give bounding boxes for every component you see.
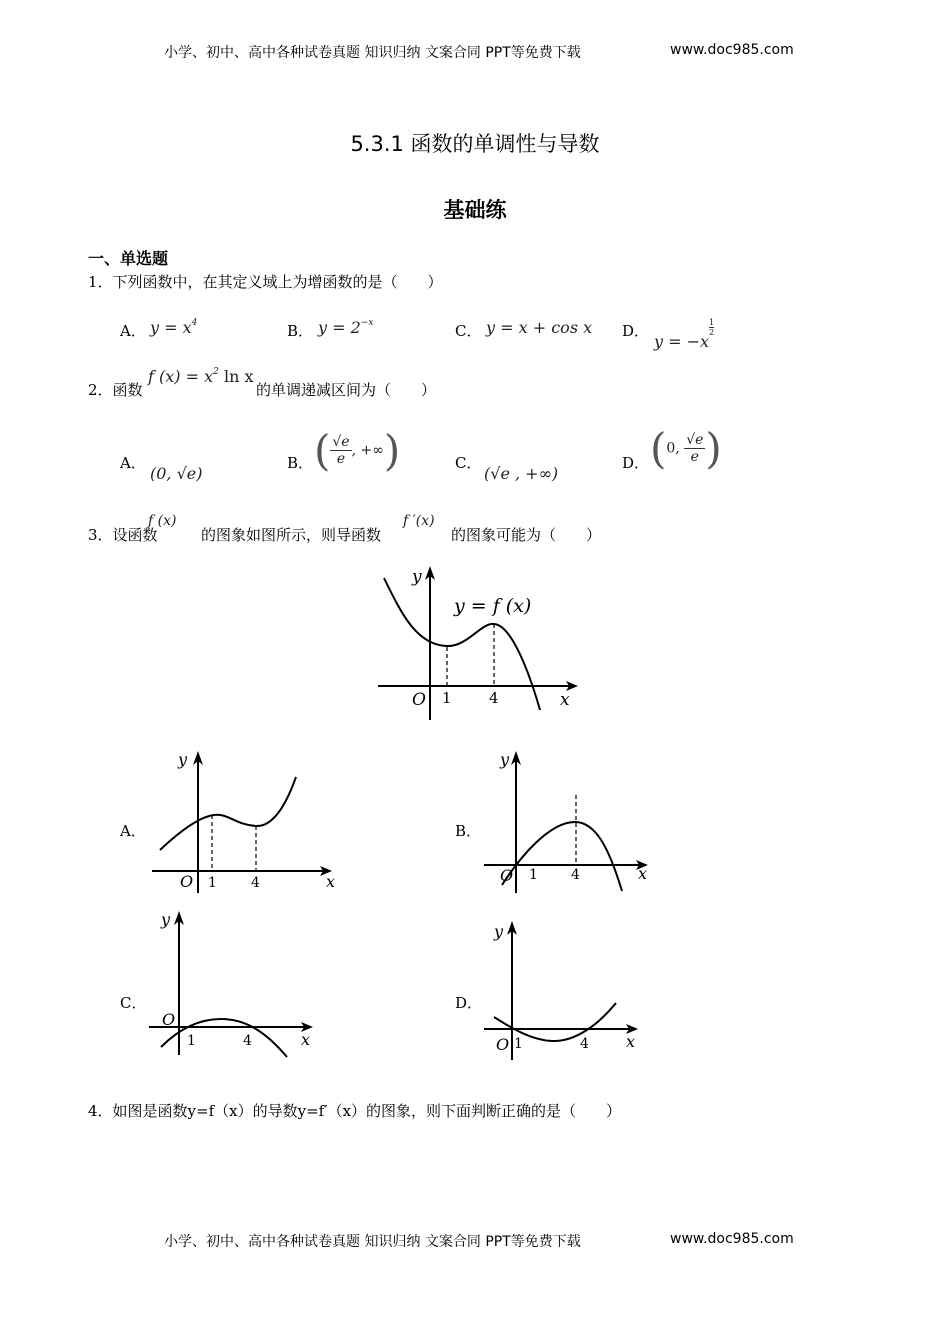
tick-label-4: 4	[489, 689, 499, 707]
c-axis-label-y: y	[161, 910, 171, 929]
question-1-stem: 1．下列函数中，在其定义域上为增函数的是（ ）	[88, 273, 443, 291]
q1-option-d-label: D．	[622, 322, 650, 340]
q2-option-c-math: (√e , +∞)	[484, 464, 559, 483]
q2-d-left-paren: (	[650, 424, 667, 473]
b-curve	[502, 822, 622, 891]
b-tick-1: 1	[529, 867, 538, 883]
b-tick-4: 4	[571, 867, 580, 883]
q2-d-numerator: √e	[686, 432, 704, 448]
page-subtitle: 基础练	[443, 198, 507, 222]
q2-option-c-label: C．	[455, 454, 482, 472]
origin-label: O	[412, 690, 426, 710]
q3-option-a-label: A．	[120, 822, 146, 840]
q1-b-base: y = 2	[318, 318, 361, 337]
q3-stem-pre: 3．设函数	[88, 526, 158, 544]
q3-option-c-graph	[145, 905, 325, 1060]
page-title: 5.3.1 函数的单调性与导数	[350, 132, 600, 156]
a-origin-label: O	[180, 872, 194, 891]
q1-d-base: y = −x	[654, 332, 710, 351]
q3-option-d-graph	[480, 915, 660, 1065]
section-heading: 一、单选题	[88, 249, 169, 268]
q2-b-right-paren: )	[383, 426, 401, 475]
q2-b-denominator: e	[336, 451, 346, 467]
q1-option-a-label: A．	[120, 322, 146, 340]
q2-option-a-label: A．	[120, 454, 146, 472]
a-axis-label-x: x	[326, 872, 336, 891]
q2-option-b-label: B．	[287, 454, 314, 472]
q3-option-c-label: C．	[120, 994, 147, 1012]
c-axis-label-x: x	[301, 1030, 311, 1049]
b-axis-label-x: x	[638, 864, 648, 883]
a-tick-4: 4	[251, 875, 260, 891]
q2-func-exponent: 2	[213, 367, 219, 377]
b-axis-label-y: y	[500, 750, 510, 769]
q3-fpx: f ′(x)	[403, 513, 435, 529]
page-footer	[164, 1231, 581, 1251]
q1-option-c-label: C．	[455, 322, 482, 340]
d-origin-label: O	[496, 1035, 510, 1054]
q3-option-a-graph	[148, 745, 343, 895]
q1-a-exponent: 4	[191, 318, 198, 328]
tick-label-1: 1	[442, 689, 452, 707]
q1-option-a-math	[150, 318, 197, 337]
d-axis-label-x: x	[626, 1032, 636, 1051]
q1-option-d-math	[654, 318, 714, 351]
a-tick-1: 1	[208, 875, 217, 891]
q2-b-numerator: √e	[332, 434, 350, 450]
q2-stem-pre: 2．函数	[88, 381, 143, 399]
q2-func-base: f (x) = x	[148, 367, 214, 386]
q1-option-b-math	[318, 318, 373, 337]
q3-stem-mid: 的图象如图所示，则导函数	[201, 526, 382, 544]
c-tick-4: 4	[243, 1033, 252, 1049]
footer-text: 小学、初中、高中各种试卷真题 知识归纳 文案合同 PPT等免费下载	[164, 1234, 581, 1250]
d-tick-1: 1	[514, 1036, 523, 1052]
a-axis-label-y: y	[178, 750, 188, 769]
page-header	[164, 42, 581, 62]
question-4-stem: 4．如图是函数y=f（x）的导数y=f′（x）的图象，则下面判断正确的是（ ）	[88, 1102, 622, 1120]
c-tick-1: 1	[187, 1033, 196, 1049]
q1-b-exponent: −x	[360, 318, 374, 328]
q2-stem-post: 的单调递减区间为（ ）	[256, 381, 437, 399]
q3-option-b-label: B．	[455, 822, 482, 840]
q2-d-right-paren: )	[705, 424, 722, 473]
header-site-link[interactable]: www.doc985.com	[670, 42, 794, 58]
d-tick-4: 4	[580, 1036, 589, 1052]
graph-label: y = f (x)	[454, 595, 532, 617]
footer-site-link[interactable]: www.doc985.com	[670, 1231, 794, 1247]
a-curve	[160, 777, 296, 850]
q2-b-fraction	[330, 434, 351, 467]
q2-d-fraction	[684, 432, 705, 465]
q1-option-c-math: y = x + cos x	[486, 318, 593, 337]
q2-d-head: 0,	[666, 440, 685, 457]
q1-option-b-label: B．	[287, 322, 314, 340]
q2-option-a-math: (0, √e)	[150, 464, 203, 483]
q2-option-d-label: D．	[622, 454, 650, 472]
header-text: 小学、初中、高中各种试卷真题 知识归纳 文案合同 PPT等免费下载	[164, 45, 581, 61]
c-origin-label: O	[162, 1010, 176, 1029]
d-axis-label-y: y	[494, 922, 504, 941]
b-origin-label: O	[500, 866, 514, 885]
q3-option-b-graph	[480, 745, 660, 895]
q1-a-base: y = x	[150, 318, 192, 337]
axis-label-x: x	[560, 690, 570, 710]
q2-option-b-math	[314, 426, 400, 475]
q3-fx: f (x)	[148, 513, 177, 529]
q2-func-tail: ln x	[218, 367, 254, 386]
q3-main-graph	[372, 560, 587, 725]
axis-label-y: y	[412, 567, 422, 587]
q3-option-d-label: D．	[455, 994, 483, 1012]
q2-b-tail: , +∞	[351, 442, 384, 459]
q2-option-d-math	[650, 424, 722, 473]
q1-d-exponent	[709, 318, 714, 337]
q1-d-exp-denominator: 2	[709, 328, 715, 337]
q2-b-left-paren: (	[314, 426, 331, 475]
q2-function	[148, 367, 253, 386]
q3-stem-post: 的图象可能为（ ）	[451, 526, 602, 544]
q2-d-denominator: e	[690, 449, 699, 465]
q1-d-exp-numerator: 1	[709, 318, 715, 327]
